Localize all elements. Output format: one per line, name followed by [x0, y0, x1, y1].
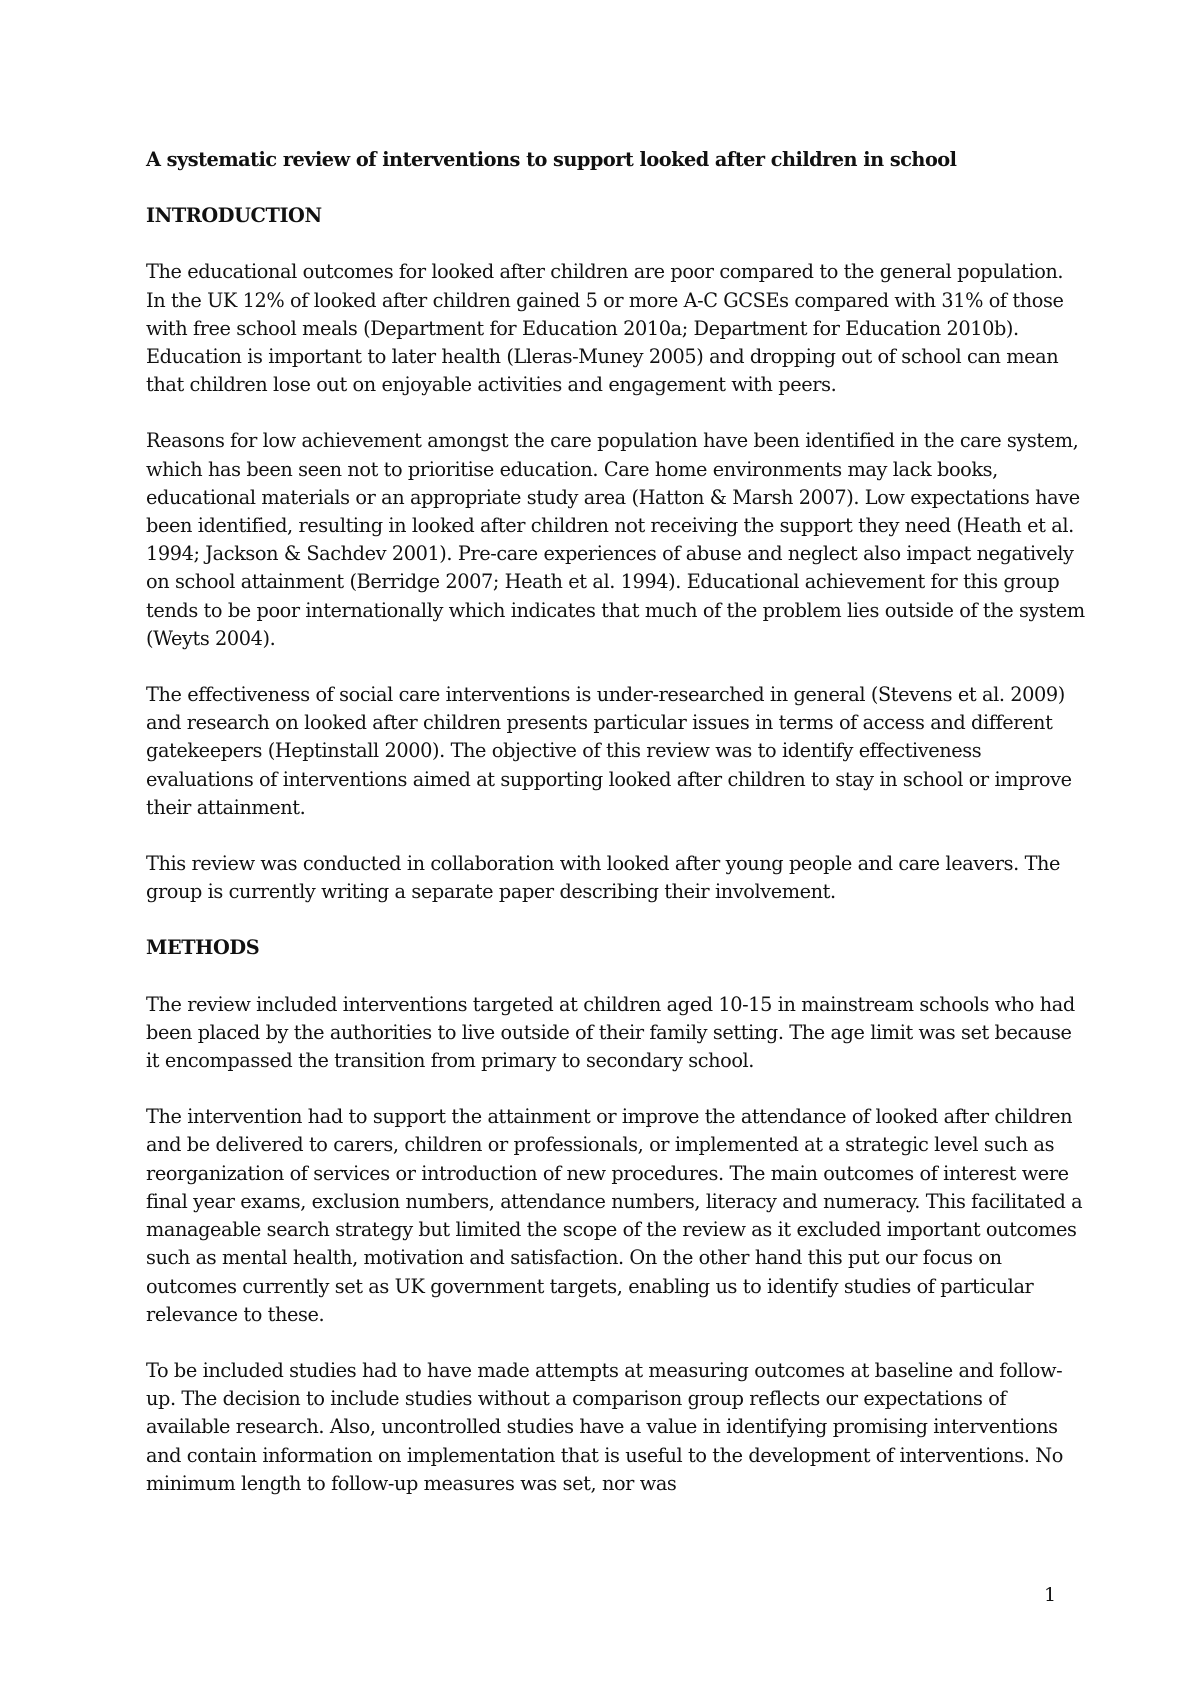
page-number: 1 — [1044, 1584, 1057, 1606]
paragraph: The intervention had to support the attainment or improve the attendance of looked after children and be delivered to carers, children or professionals, or implemented at a strategic level such as reorganization of services or introduction of new procedures. The main outcomes of interest were final year exams, exclusion numbers, attendance numbers, literacy and numeracy. This facilitated a manageable search strategy but limited the scope of the review as it excluded important outcomes such as mental health, motivation and satisfaction. On the other hand this put our focus on outcomes currently set as UK government targets, enabling us to identify studies of particular relevance to these. — [146, 1105, 1083, 1326]
section-heading: METHODS — [146, 936, 260, 960]
section-introduction — [146, 202, 1086, 906]
paragraph: This review was conducted in collaboration with looked after young people and care leavers. The group is currently writing a separate paper describing their involvement. — [146, 852, 1061, 904]
section-methods — [146, 934, 1086, 1497]
document-title: A systematic review of interventions to support looked after children in school — [146, 148, 957, 171]
section-heading: INTRODUCTION — [146, 204, 322, 228]
paragraph: The review included interventions targeted at children aged 10-15 in mainstream schools who had been placed by the authorities to live outside of their family setting. The age limit was set because it encompassed the transition from primary to secondary school. — [146, 992, 1075, 1073]
paragraph: To be included studies had to have made attempts at measuring outcomes at baseline and follow-up. The decision to include studies without a comparison group reflects our expectations of available research. Also, uncontrolled studies have a value in identifying promising interventions and contain information on implementation that is useful to the development of interventions. No minimum length to follow-up measures was set, nor was — [146, 1358, 1063, 1495]
page-body — [146, 146, 1086, 1526]
paragraph: Reasons for low achievement amongst the care population have been identified in the care system, which has been seen not to prioritise education. Care home environments may lack books, educational materials or an appropriate study area (Hatton & Marsh 2007). Low expectations have been identified, resulting in looked after children not receiving the support they need (Heath et al. 1994; Jackson & Sachdev 2001). Pre-care experiences of abuse and neglect also impact negatively on school attainment (Berridge 2007; Heath et al. 1994). Educational achievement for this group tends to be poor internationally which indicates that much of the problem lies outside of the system (Weyts 2004). — [146, 429, 1085, 650]
paragraph: The educational outcomes for looked after children are poor compared to the general population. In the UK 12% of looked after children gained 5 or more A-C GCSEs compared with 31% of those with free school meals (Department for Education 2010a; Department for Education 2010b). Education is important to later health (Lleras-Muney 2005) and dropping out of school can mean that children lose out on enjoyable activities and engagement with peers. — [146, 260, 1064, 397]
paragraph: The effectiveness of social care interventions is under-researched in general (Stevens et al. 2009) and research on looked after children presents particular issues in terms of access and different gatekeepers (Heptinstall 2000). The objective of this review was to identify effectiveness evaluations of interventions aimed at supporting looked after children to stay in school or improve their attainment. — [146, 683, 1072, 819]
